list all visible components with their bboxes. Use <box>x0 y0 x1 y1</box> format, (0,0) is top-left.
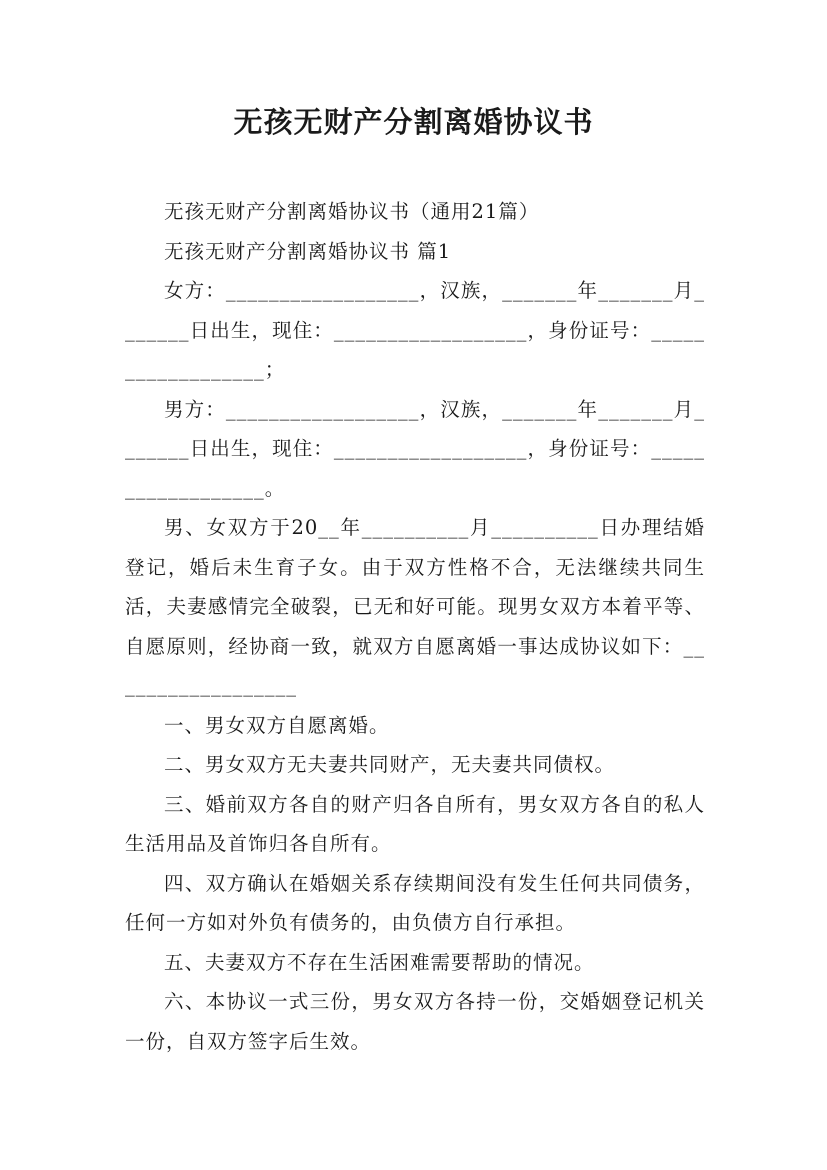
paragraph-subtitle: 无孩无财产分割离婚协议书（通用21篇） <box>164 200 540 223</box>
paragraph-female-party: 女方：__________________，汉族，_______年_______月_______日出生，现住：__________________，身份证号：__________________； <box>125 279 705 381</box>
paragraph-clause-1: 一、男女双方自愿离婚。 <box>164 713 390 737</box>
paragraph-clause-5: 五、夫妻双方不存在生活困难需要帮助的情况。 <box>164 950 595 974</box>
document-title: 无孩无财产分割离婚协议书 <box>233 105 594 139</box>
paragraph-clause-6: 六、本协议一式三份，男女双方各持一份，交婚姻登记机关一份，自双方签字后生效。 <box>125 990 705 1053</box>
paragraph-clause-3: 三、婚前双方各自的财产归各自所有，男女双方各自的私人生活用品及首饰归各自所有。 <box>125 792 705 855</box>
paragraph-clause-4: 四、双方确认在婚姻关系存续期间没有发生任何共同债务，任何一方如对外负有债务的，由负债方自行承担。 <box>125 871 705 934</box>
paragraph-clause-2: 二、男女双方无夫妻共同财产，无夫妻共同债权。 <box>164 753 616 776</box>
paragraph-male-party: 男方：__________________，汉族，_______年_______月_______日出生，现住：__________________，身份证号：__________________。 <box>125 397 705 500</box>
paragraph-preamble: 男、女双方于20__年__________月__________日办理结婚登记，婚后未生育子女。由于双方性格不合，无法继续共同生活，夫妻感情完全破裂，已无和好可能。现男女双方本着平等、自愿原则，经协商一致，就双方自愿离婚一事达成协议如下：__________________ <box>125 516 705 697</box>
document-body <box>125 192 705 1061</box>
paragraph-section-heading: 无孩无财产分割离婚协议书 篇1 <box>164 239 452 263</box>
